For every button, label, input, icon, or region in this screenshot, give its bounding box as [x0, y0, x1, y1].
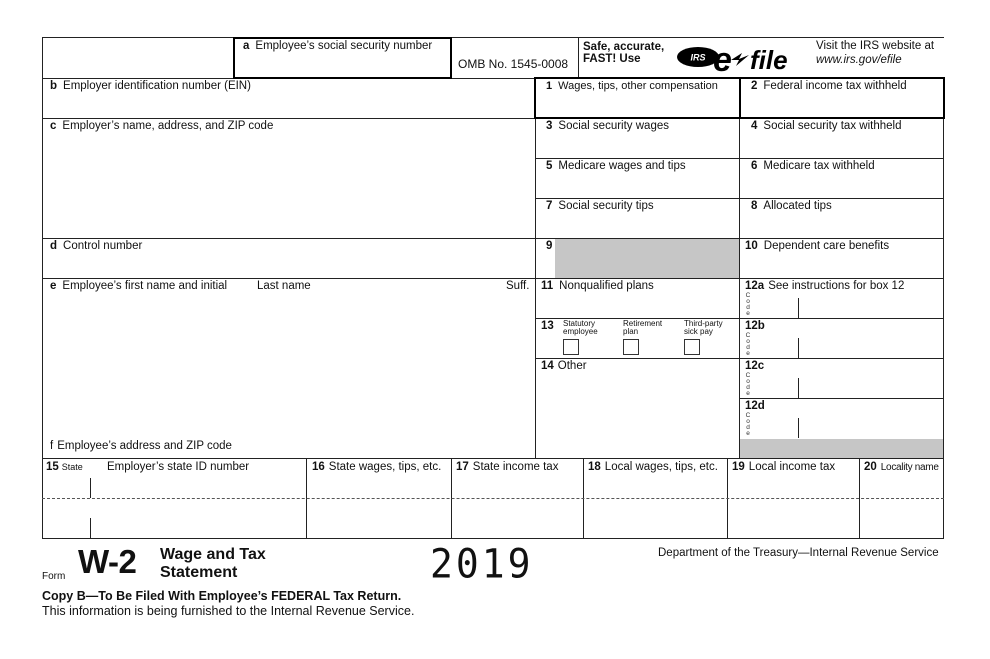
left-border [42, 37, 43, 538]
box-14-text: Other [557, 360, 587, 372]
ssn-label [243, 40, 432, 53]
box-e-text: Employee’s first name and initial [62, 280, 228, 292]
box-13-label [541, 320, 560, 333]
state-tick-bottom [90, 518, 91, 538]
statutory-employee-checkbox[interactable] [563, 339, 579, 355]
box-15-label [46, 461, 83, 474]
box-18-num: 18 [588, 461, 601, 473]
code-12a-c: C [745, 292, 751, 299]
code-divider-12d [798, 418, 799, 438]
visit-irs-line1: Visit the IRS website at [816, 40, 935, 52]
box-e-letter: e [50, 280, 57, 292]
form-year: 2019 [430, 540, 534, 588]
form-name-w2: W-2 [78, 543, 137, 580]
omb-number: OMB No. 1545-0008 [458, 57, 569, 71]
divider-right [739, 78, 740, 458]
line-r-198 [535, 198, 944, 199]
box-7-num: 7 [546, 200, 553, 212]
code-12d-o: o [746, 418, 750, 425]
box-3-num: 3 [546, 120, 553, 132]
box-8-label [751, 200, 832, 213]
box-6-num: 6 [751, 160, 758, 172]
code-12a-e: e [746, 310, 750, 317]
box-13-num: 13 [541, 320, 554, 332]
code-12c-o: o [746, 378, 750, 385]
line-r-158 [535, 158, 944, 159]
code-12a-d: d [746, 304, 750, 311]
statutory-label-1: Statutory [563, 319, 596, 328]
box-20-label [864, 461, 939, 474]
box-16-label [312, 461, 441, 474]
safe-accurate-line2: FAST! Use [583, 53, 641, 65]
line-r-278 [535, 278, 944, 279]
box-19-num: 19 [732, 461, 745, 473]
box-5-text: Medicare wages and tips [558, 160, 686, 172]
box-12-bottom-shaded [740, 439, 943, 458]
box-4-label [751, 120, 901, 133]
box-16-text: State wages, tips, etc. [328, 461, 442, 473]
box-17-num: 17 [456, 461, 469, 473]
box-20-text: Locality name [880, 462, 939, 473]
retirement-label-2: plan [623, 327, 639, 336]
line-d-bottom [42, 278, 535, 279]
box-10-label [745, 240, 889, 253]
box-17-text: State income tax [472, 461, 559, 473]
ssn-letter: a [243, 40, 250, 52]
safe-accurate-line1: Safe, accurate, [583, 41, 665, 53]
box-12b-num: 12b [745, 320, 765, 332]
box-12d-num: 12d [745, 400, 765, 412]
box-d-letter: d [50, 240, 58, 252]
box-11-label [541, 280, 654, 293]
box-3-label [546, 120, 669, 133]
box-2-text: Federal income tax withheld [763, 80, 907, 92]
line-r-358 [535, 358, 944, 359]
box-12a-text: See instructions for box 12 [768, 280, 905, 292]
code-12d-c: C [745, 412, 751, 419]
form-bottom-line [42, 538, 944, 539]
box-15-num: 15 [46, 461, 59, 473]
box-7-label [546, 200, 654, 213]
box-c-letter: c [50, 120, 57, 132]
statutory-label-2: employee [563, 327, 598, 336]
box-19-text: Local income tax [748, 461, 836, 473]
box-1-text: Wages, tips, other compensation [558, 80, 718, 92]
visit-irs-link[interactable]: www.irs.gov/efile [816, 54, 902, 66]
line-f-bottom [42, 458, 944, 459]
right-border [943, 78, 944, 538]
efile-logo-icon [676, 40, 812, 74]
box-14-num: 14 [541, 360, 554, 372]
box-4-num: 4 [751, 120, 758, 132]
box-7-text: Social security tips [558, 200, 654, 212]
box-15-state: State [61, 462, 83, 472]
code-12b-o: o [746, 338, 750, 345]
info-line: This information is being furnished to the Internal Revenue Service. [42, 604, 415, 618]
irs-logo-text: IRS [690, 52, 706, 63]
code-12d-e: e [746, 430, 750, 437]
lightning-icon [731, 53, 749, 66]
form-title-line2: Statement [160, 564, 238, 581]
ssn-text: Employee’s social security number [255, 40, 433, 52]
box-11-text: Nonqualified plans [559, 280, 654, 292]
box-c-label [50, 120, 273, 133]
line-b-bottom [42, 118, 535, 119]
box-17-label [456, 461, 558, 474]
box-20-num: 20 [864, 461, 877, 473]
line-c-bottom [42, 238, 535, 239]
box-9-shaded [555, 239, 739, 278]
box-12a-num: 12a [745, 280, 765, 292]
line-r-318 [739, 318, 944, 319]
code-12a-o: o [746, 298, 750, 305]
form-word: Form [42, 571, 66, 582]
code-12c-d: d [746, 384, 750, 391]
box-f-letter: f [50, 440, 54, 452]
box-10-num: 10 [745, 240, 758, 252]
box-5-label [546, 160, 686, 173]
box-b-label [50, 80, 251, 93]
box-e-label [50, 280, 227, 293]
box-16-num: 16 [312, 461, 325, 473]
box-8-text: Allocated tips [763, 200, 832, 212]
divider-main [535, 78, 536, 458]
box-19-label [732, 461, 835, 474]
box-14-label [541, 360, 587, 373]
state-row-dashed-line [42, 498, 944, 499]
line-r-398 [739, 398, 944, 399]
box-9-label [546, 240, 558, 253]
efile-e-letter: e [713, 41, 732, 74]
copy-b-line: Copy B—To Be Filed With Employee’s FEDERAL Tax Return. [42, 589, 402, 603]
box-6-label [751, 160, 875, 173]
third-party-label-1: Third-party [684, 319, 723, 328]
code-12c-e: e [746, 390, 750, 397]
box-c-text: Employer’s name, address, and ZIP code [62, 120, 274, 132]
box-1-label [546, 80, 718, 93]
box-4-text: Social security tax withheld [763, 120, 902, 132]
treasury-dept: Department of the Treasury—Internal Revenue Service [658, 547, 939, 559]
box-6-text: Medicare tax withheld [763, 160, 875, 172]
box-2-num: 2 [751, 80, 758, 92]
code-divider-12c [798, 378, 799, 398]
box-f-text: Employee’s address and ZIP code [57, 440, 232, 452]
retirement-plan-checkbox[interactable] [623, 339, 639, 355]
irs-efile-logo [676, 40, 812, 74]
code-divider-12a [798, 298, 799, 318]
third-party-sick-pay-checkbox[interactable] [684, 339, 700, 355]
efile-word: file [750, 45, 788, 74]
code-12c-c: C [745, 372, 751, 379]
box-12a-label [745, 280, 904, 293]
box-d-label [50, 240, 142, 253]
box-5-num: 5 [546, 160, 553, 172]
third-party-label-2: sick pay [684, 327, 713, 336]
code-divider-12b [798, 338, 799, 358]
box-10-text: Dependent care benefits [763, 240, 890, 252]
box-b-text: Employer identification number (EIN) [63, 80, 251, 92]
box-12c-num: 12c [745, 360, 765, 372]
box-18-text: Local wages, tips, etc. [604, 461, 718, 473]
box-b-letter: b [50, 80, 58, 92]
box-e-suffix: Suff. [506, 280, 530, 292]
code-12b-d: d [746, 344, 750, 351]
box-8-num: 8 [751, 200, 758, 212]
top-border [42, 37, 944, 38]
box-18-label [588, 461, 718, 474]
form-title-line1: Wage and Tax [160, 546, 266, 563]
code-12b-e: e [746, 350, 750, 357]
box-15-text: Employer’s state ID number [107, 461, 250, 473]
divider-omb [578, 37, 579, 78]
box-d-text: Control number [63, 240, 143, 252]
box-2-label [751, 80, 907, 93]
box-e-last-name: Last name [257, 280, 311, 292]
code-12d-d: d [746, 424, 750, 431]
box-3-text: Social security wages [558, 120, 669, 132]
code-12b-c: C [745, 332, 751, 339]
box-9-num: 9 [546, 240, 553, 252]
box-f-label [50, 440, 232, 453]
retirement-label-1: Retirement [623, 319, 663, 328]
box-11-num: 11 [541, 280, 554, 292]
box-1-num: 1 [546, 80, 553, 92]
state-tick-top [90, 478, 91, 498]
